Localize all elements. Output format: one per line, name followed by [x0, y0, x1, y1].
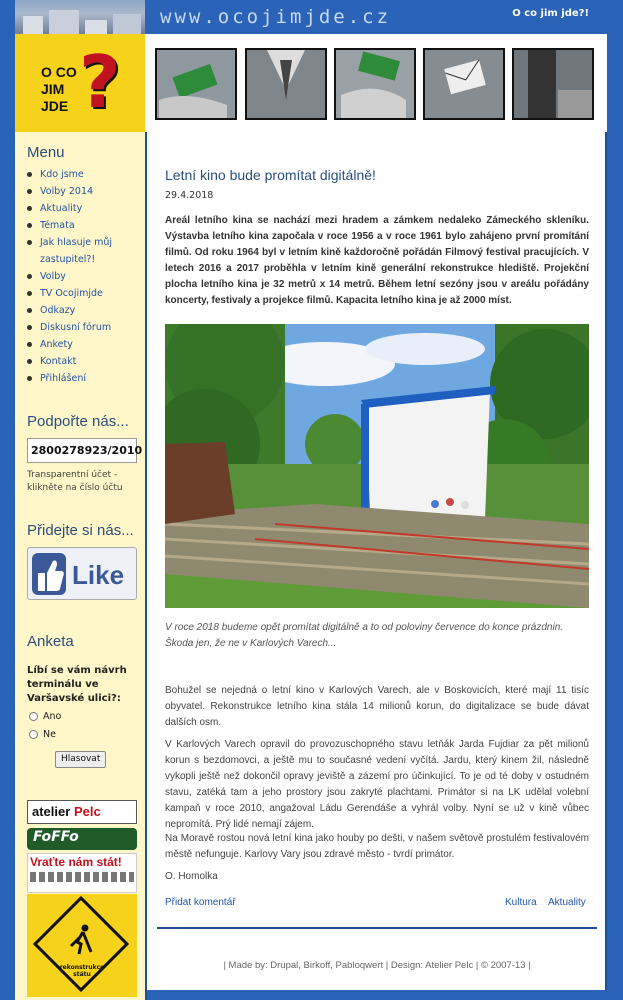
tire-illustration [512, 48, 594, 120]
menu-link-diskusni-forum[interactable]: Diskusní fórum [40, 322, 112, 333]
poll-heading: Anketa [27, 633, 74, 650]
menu-item [27, 302, 142, 319]
banner-atelier-label: atelier [32, 804, 71, 819]
menu-link-volby[interactable]: Volby [40, 271, 66, 282]
article-title: Letní kino bude promítat digitálně! [165, 167, 376, 183]
vratte-nam-stat-banner[interactable] [27, 853, 137, 893]
main-menu [27, 166, 142, 387]
add-comment-link[interactable]: Přidat komentář [165, 897, 236, 908]
money-exchange-illustration [334, 48, 416, 120]
menu-item [27, 200, 142, 217]
menu-item [27, 268, 142, 285]
article-paragraph: Na Moravě rostou nová letní kina jako houby po dešti, v našem světově prostulém festivalovém městě nefunguje. Karlovy Vary jsou zdravé město - tvrdí primátor. [165, 833, 589, 860]
left-page-border [0, 132, 15, 1000]
facebook-like-button[interactable] [27, 547, 137, 600]
menu-item [27, 183, 142, 200]
hand-with-money-illustration [155, 48, 237, 120]
site-header [0, 0, 623, 132]
menu-item [27, 353, 142, 370]
menu-link-odkazy[interactable]: Odkazy [40, 305, 76, 316]
article-lead: Areál letního kina se nachází mezi hradem a zámkem nedaleko Zámeckého skleníku. Výstavba letního kina započala v roce 1956 a v roce 1961 bylo zahájeno první promítání filmů. Od roku 1964 byl v letním kině každoročně pořádán Filmový festival pracujících. V letech 2016 a 2017 proběhla v letním kině generální rekonstrukce hlediště. Projekční plocha letního kina je 32 metrů x 14 metrů. Během letní sezóny jsou v areálu pořádány koncerty, festivaly a projekce filmů. Kapacita letního kina je až 2000 míst. [165, 215, 589, 306]
suit-illustration [245, 48, 327, 120]
main-content [145, 132, 607, 1000]
radio-button[interactable] [29, 712, 38, 721]
photo-caption: V roce 2018 budeme opět promítat digitálně a to od poloviny července do konce prázdnin. Škoda jen, že ne v Karlových Varech... [165, 622, 564, 649]
poll-question: Líbí se vám návrh terminálu ve Varšavské ulici?: [27, 665, 127, 704]
menu-item [27, 336, 142, 353]
menu-item [27, 319, 142, 336]
top-home-link[interactable]: O co jim jde?! [512, 8, 589, 19]
header-city-photo [15, 0, 145, 34]
footer-bar [147, 990, 607, 1000]
atelier-pelc-banner[interactable] [27, 800, 137, 824]
article-photo-summer-cinema [165, 324, 589, 608]
menu-item [27, 370, 142, 387]
sign-label: rekonstrukce státu [59, 964, 105, 978]
tag-link-aktuality[interactable]: Aktuality [548, 897, 586, 908]
foffo-banner[interactable]: FoFFo [27, 828, 137, 850]
article-author: O. Homolka [165, 871, 218, 882]
article-date: 29.4.2018 [165, 190, 214, 201]
rekonstrukce-statu-banner[interactable] [27, 894, 137, 997]
menu-link-aktuality[interactable]: Aktuality [40, 203, 83, 214]
menu-link-tv-ocojimjde[interactable]: TV Ocojimjde [40, 288, 103, 299]
menu-link-prihlaseni[interactable]: Přihlášení [40, 373, 87, 384]
right-page-border [607, 132, 623, 1000]
logo-text-line: O CO [41, 64, 77, 80]
menu-link-kontakt[interactable]: Kontakt [40, 356, 77, 367]
menu-link-kdo-jsme[interactable]: Kdo jsme [40, 169, 84, 180]
menu-heading: Menu [27, 144, 65, 161]
tag-link-kultura[interactable]: Kultura [505, 897, 537, 908]
menu-item [27, 217, 142, 234]
banner-pelc-label: Pelc [73, 804, 101, 819]
sidebar [15, 132, 145, 1000]
support-heading: Podpořte nás... [27, 413, 129, 430]
menu-link-volby-2014[interactable]: Volby 2014 [40, 186, 94, 197]
article-paragraph: Bohužel se nejedná o letní kino v Karlových Varech, ale v Boskovicích, které mají 11 tisíc obyvatel. Rekonstrukce letního kina stála 14 milionů korun, do digitalizace se bude dávat dalších osm. [165, 685, 589, 728]
envelope-illustration [423, 48, 505, 120]
header-illustration-strip [145, 34, 607, 132]
sponsor-logos-strip [30, 872, 134, 882]
vote-button[interactable]: Hlasovat [55, 751, 106, 768]
banner-vratte-label: Vraťte nám stát! [30, 855, 122, 869]
logo-question-mark: ? [79, 40, 121, 124]
transparent-account-number[interactable]: 2800278923/2010 [27, 438, 137, 463]
logo-text-line: JIM [41, 81, 65, 97]
like-label: Like [72, 560, 125, 590]
poll-option-label: Ne [43, 729, 56, 740]
poll-option-label: Ano [43, 711, 62, 722]
menu-link-temata[interactable]: Témata [40, 220, 75, 231]
account-note: Transparentní účet - klikněte na číslo účtu [27, 470, 123, 493]
thumbs-up-icon [32, 553, 66, 595]
menu-link-ankety[interactable]: Ankety [40, 339, 73, 350]
menu-link-jak-hlasuje[interactable]: Jak hlasuje můj zastupitel?! [40, 237, 113, 265]
logo-text-line: JDE [41, 98, 69, 114]
site-url: www.ocojimjde.cz [160, 6, 392, 28]
menu-item [27, 285, 142, 302]
footer-credits: | Made by: Drupal, Birkoff, Pabloqwert | Design: Atelier Pelc | © 2007-13 | [223, 960, 531, 971]
logo-text [41, 64, 77, 115]
article-paragraph: V Karlových Varech opravil do provozuschopného stavu letňák Jarda Fujdiar za pět milionů korun s bezdomovci, a ještě mu to současné vedení vyčítá. Jardu, který kinem žil, následně vykopli ještě než dokončil opravy jeviště a zázemí pro účinkující. To je od té doby v ostudném stavu, zatéká tam a jeho prostory jsou zakryté plachtami. Primátor si na LK udělal volební kampaň v roce 2010, angažoval Ládu Gerendáše a vyhrál volby. Nyní se už v kině vůbec nepromítá. Prý lidé nemají zájem. [165, 739, 589, 830]
site-logo[interactable] [15, 34, 145, 132]
poll-option-ne[interactable] [29, 729, 56, 740]
like-heading: Přidejte si nás... [27, 522, 134, 539]
radio-button[interactable] [29, 730, 38, 739]
worker-figure-icon [69, 924, 95, 956]
menu-item [27, 234, 142, 268]
poll-option-ano[interactable] [29, 711, 61, 722]
menu-item [27, 166, 142, 183]
content-divider [157, 927, 597, 929]
